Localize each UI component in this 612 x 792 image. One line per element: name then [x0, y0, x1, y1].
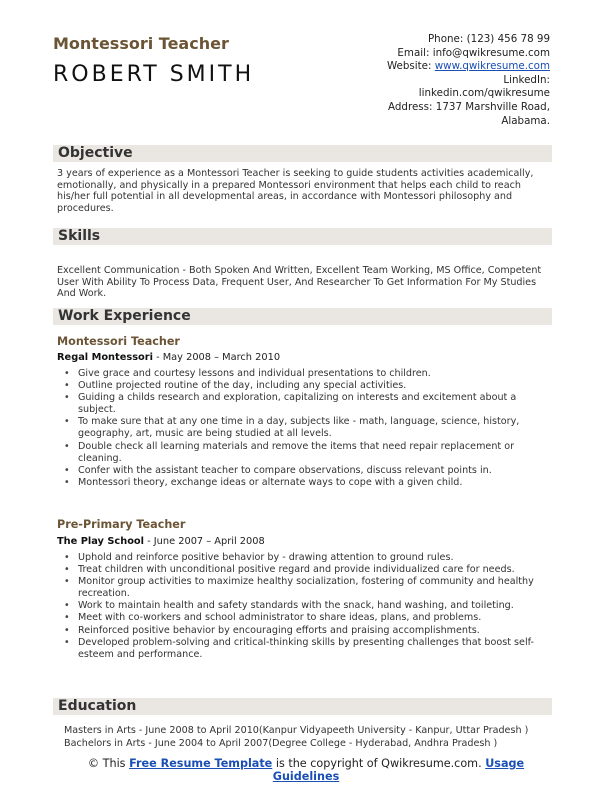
list-item: • Monitor group activities to maximize healthy socialization, fostering of community and healthy recreation. — [57, 576, 549, 600]
list-item: • Montessori theory, exchange ideas or alternate ways to cope with a given child. — [57, 477, 549, 489]
work-experience-heading: Work Experience — [53, 308, 552, 325]
contact-website — [300, 60, 550, 74]
education-line-bachelors: Bachelors in Arts - June 2004 to April 2007(Degree College - Hyderabad, Andhra Pradesh ) — [64, 738, 498, 749]
contact-block — [300, 33, 550, 128]
phone-value: (123) 456 78 99 — [466, 33, 550, 45]
job-1-bullets — [57, 368, 549, 489]
list-item: • Work to maintain health and safety standards with the snack, hand washing, and toileting. — [57, 600, 549, 612]
list-item: • Meet with co-workers and school administrator to share ideas, plans, and problems. — [57, 612, 549, 624]
list-item: • Guiding a childs research and exploration, capitalizing on interests and excitement about a subject. — [57, 392, 549, 416]
copyright-footer — [0, 757, 612, 783]
footer-middle: is the copyright of Qwikresume.com. — [272, 757, 486, 770]
address-line1: 1737 Marshville Road, — [435, 100, 550, 113]
free-resume-template-link[interactable]: Free Resume Template — [129, 757, 273, 770]
job-title-heading: Montessori Teacher — [53, 34, 229, 53]
footer-prefix: © This — [87, 757, 130, 770]
list-item: • Reinforced positive behavior by encouraging efforts and praising accomplishments. — [57, 625, 549, 637]
list-item: • Double check all learning materials and remove the items that need repair replacement or cleaning. — [57, 441, 549, 465]
list-item: • To make sure that at any one time in a day, subjects like - math, language, science, history, geography, art, music are being studied at all levels. — [57, 416, 549, 440]
contact-address — [300, 101, 550, 115]
website-link[interactable]: www.qwikresume.com — [434, 60, 550, 73]
list-item: • Developed problem-solving and critical-thinking skills by presenting challenges that boost self-esteem and performance. — [57, 637, 549, 661]
job-2-company-dates — [57, 536, 265, 547]
website-label: Website: — [386, 60, 432, 73]
objective-heading: Objective — [53, 145, 552, 162]
job-2-dates: - June 2007 – April 2008 — [144, 536, 265, 547]
job-2-title: Pre-Primary Teacher — [57, 518, 186, 531]
education-line-masters: Masters in Arts - June 2008 to April 2010(Kanpur Vidyapeeth University - Kanpur, Uttar Pradesh ) — [64, 725, 529, 736]
email-label: Email: — [397, 46, 430, 59]
job-1-title: Montessori Teacher — [57, 335, 180, 348]
education-heading: Education — [53, 698, 552, 715]
objective-text: 3 years of experience as a Montessori Teacher is seeking to guide students activities academically, emotionally, and physically in a prepared Montessori environment that helps each child to reach his/her full potential in all developmental areas, in accordance with Montessori philosophy and procedures. — [57, 168, 534, 214]
job-2-company: The Play School — [57, 536, 145, 547]
list-item: • Treat children with unconditional positive regard and provide individualized care for needs. — [57, 564, 549, 576]
list-item: • Give grace and courtesy lessons and individual presentations to children. — [57, 368, 549, 380]
phone-label: Phone: — [427, 33, 464, 45]
list-item: • Confer with the assistant teacher to compare observations, discuss relevant points in. — [57, 465, 549, 477]
job-1-company: Regal Montessori — [57, 352, 153, 363]
usage-guidelines-link-part2[interactable]: Guidelines — [272, 770, 340, 783]
candidate-name: ROBERT SMITH — [53, 62, 255, 87]
job-1-dates: - May 2008 – March 2010 — [152, 352, 281, 363]
address-label: Address: — [388, 100, 433, 113]
list-item: • Uphold and reinforce positive behavior by - drawing attention to ground rules. — [57, 552, 549, 564]
job-2-bullets — [57, 552, 549, 661]
contact-phone — [300, 33, 550, 47]
job-1-company-dates — [57, 352, 280, 363]
email-value: info@qwikresume.com — [432, 46, 550, 59]
usage-guidelines-link-part1[interactable]: Usage — [485, 757, 525, 770]
contact-linkedin: linkedin.com/qwikresume — [418, 87, 550, 100]
skills-heading: Skills — [53, 228, 552, 245]
contact-address-line2: Alabama. — [501, 114, 550, 127]
contact-linkedin-label: LinkedIn: — [503, 73, 550, 86]
list-item: • Outline projected routine of the day, including any special activities. — [57, 380, 549, 392]
skills-text: Excellent Communication - Both Spoken And Written, Excellent Team Working, MS Office, Competent User With Ability To Process Data, Frequent User, And Researcher To Get Information For My Studies And Work. — [57, 265, 542, 300]
contact-email — [300, 47, 550, 61]
